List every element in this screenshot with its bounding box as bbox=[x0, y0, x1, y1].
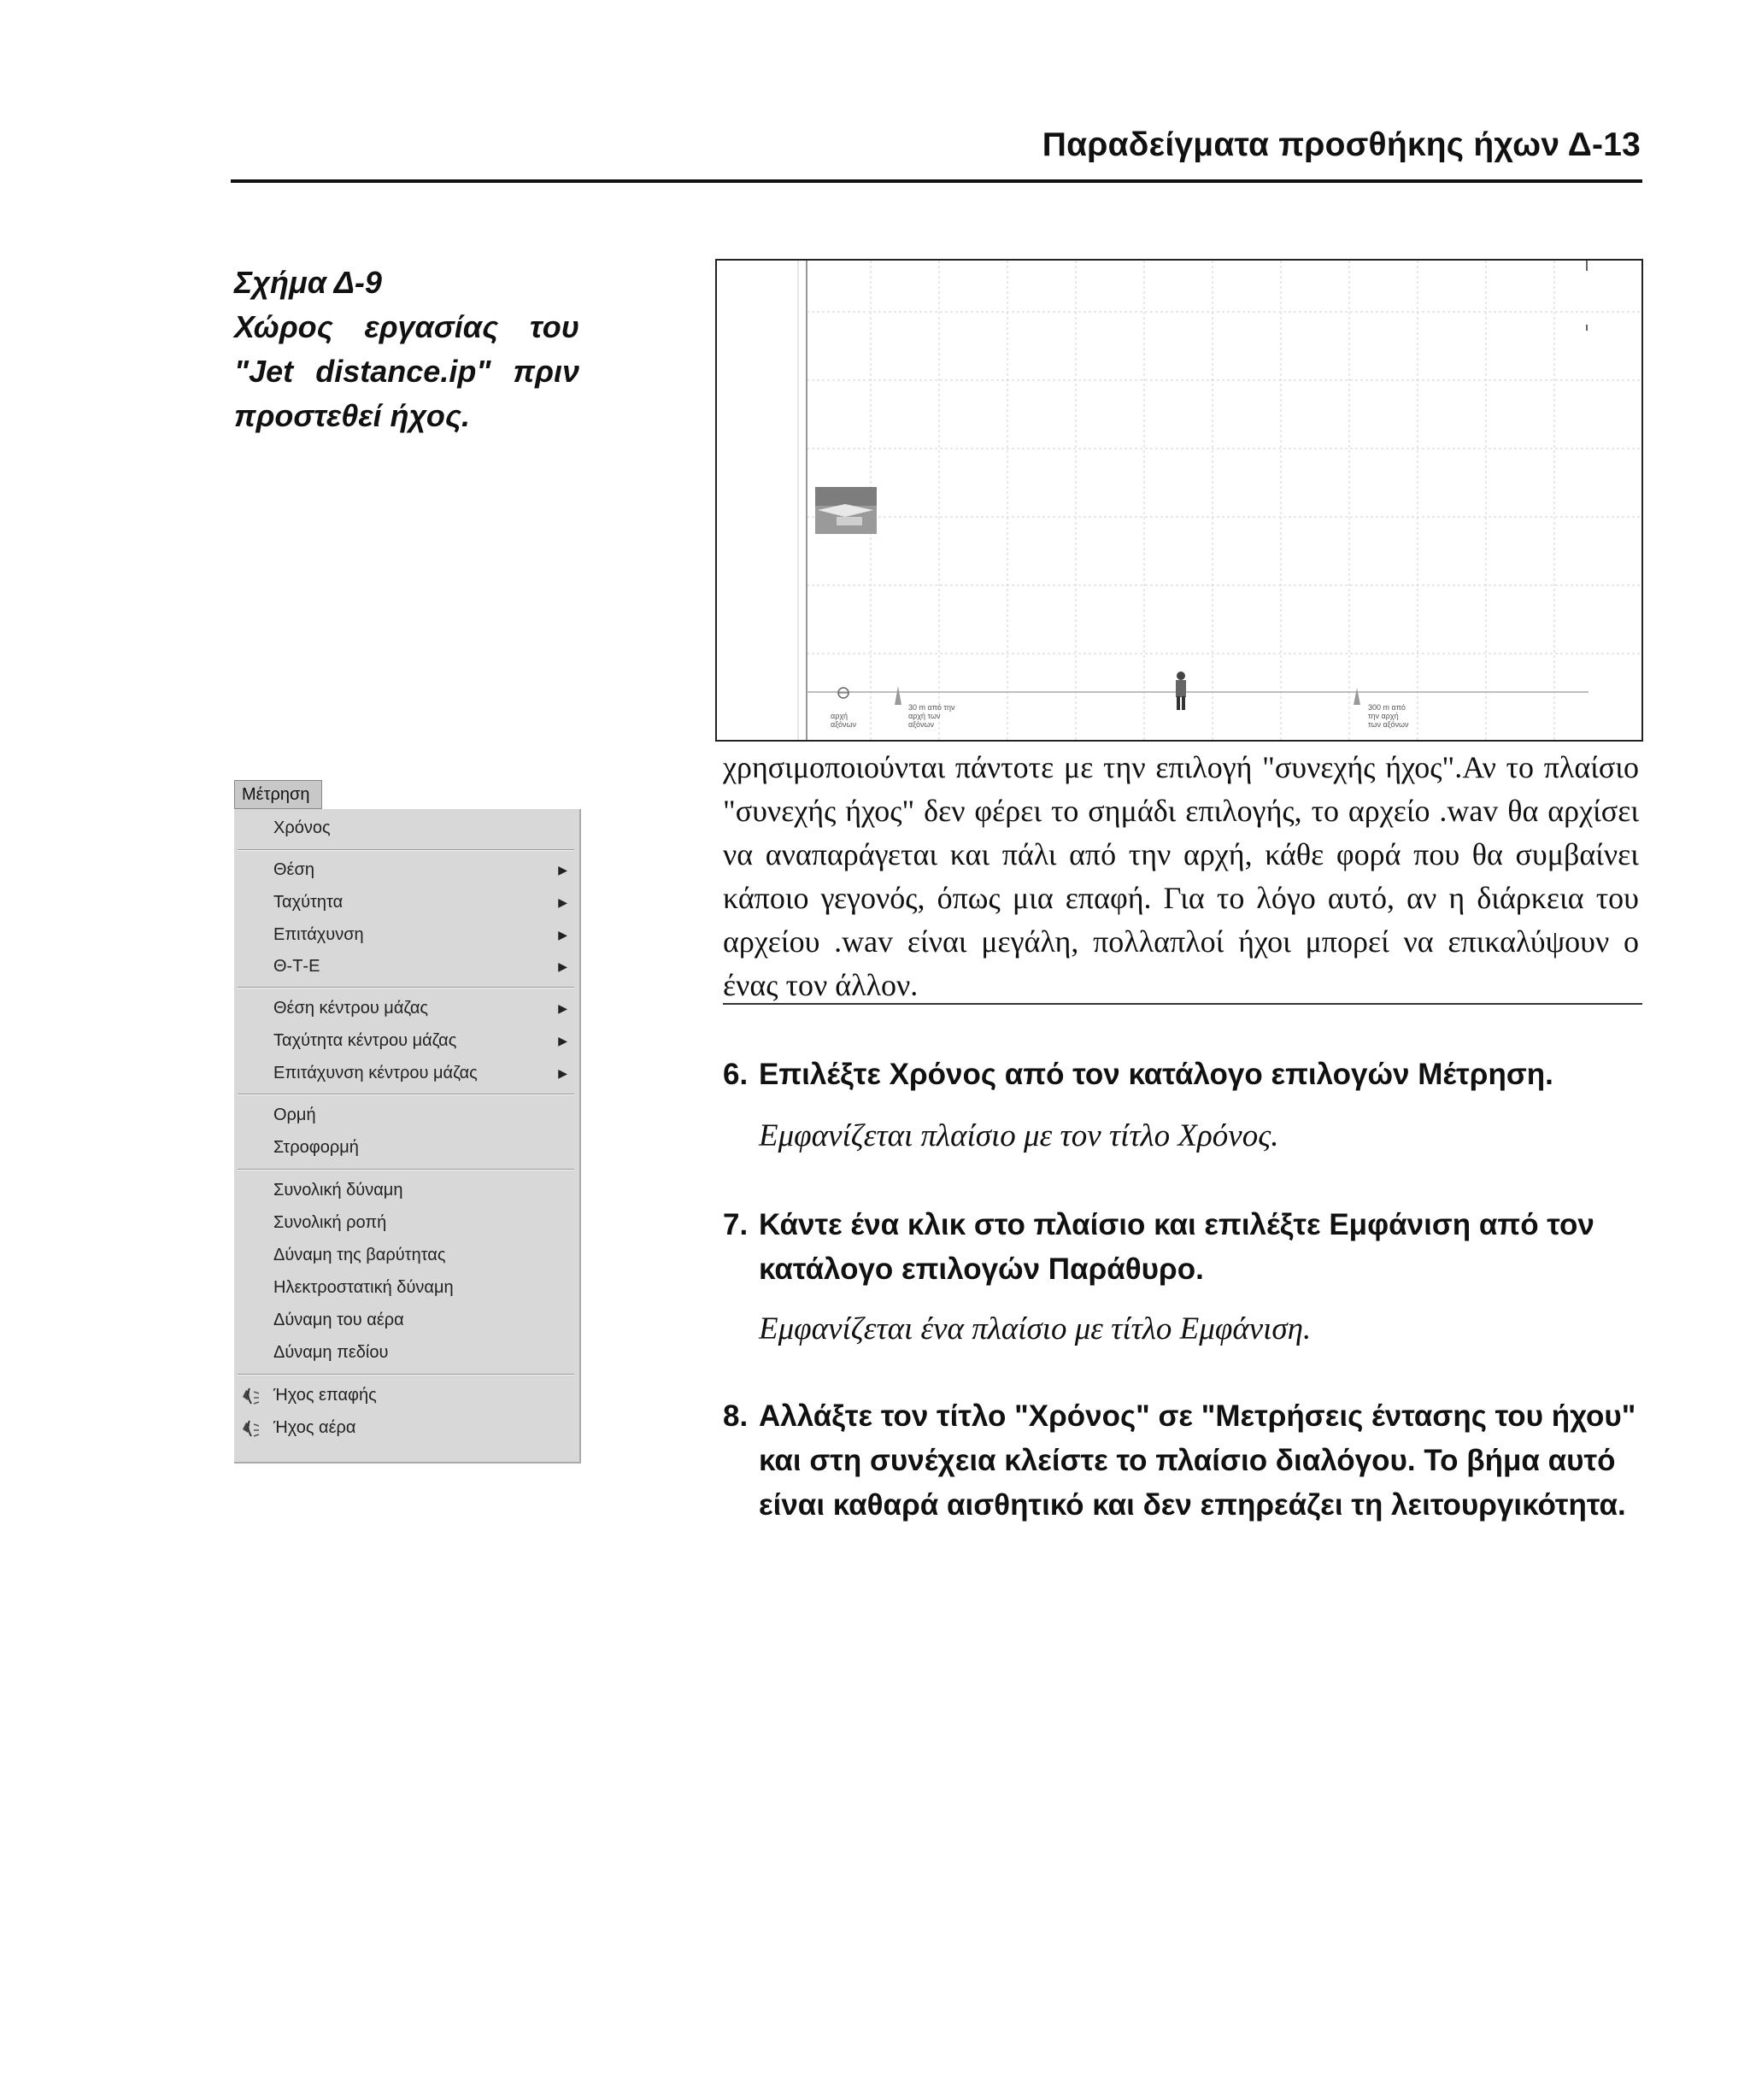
step-6 bbox=[723, 1053, 1646, 1097]
cone-icon bbox=[1354, 688, 1360, 705]
menu-item-time[interactable]: Χρόνος bbox=[273, 818, 331, 837]
submenu-arrow-icon: ▶ bbox=[558, 1001, 567, 1015]
menu-item-pva[interactable]: Θ-Τ-Ε ▶ bbox=[234, 951, 579, 982]
step-text: Κάντε ένα κλικ στο πλαίσιο και επιλέξτε Εμφάνιση από τον κατάλογο επιλογών Παράθυρο. bbox=[759, 1208, 1594, 1286]
measure-menu bbox=[234, 780, 581, 1464]
step-number: 8. bbox=[723, 1399, 749, 1433]
menu-item-field-force[interactable]: Δύναμη πεδίου bbox=[273, 1343, 389, 1362]
menu-item-center-of-mass-position[interactable]: Θέση κέντρου μάζας ▶ bbox=[234, 993, 579, 1024]
menu-title[interactable]: Μέτρηση bbox=[234, 780, 322, 809]
menu-item-gravity-force[interactable]: Δύναμη της βαρύτητας bbox=[273, 1246, 446, 1264]
submenu-arrow-icon: ▶ bbox=[558, 1034, 567, 1047]
submenu-arrow-icon: ▶ bbox=[558, 928, 567, 941]
caption-line: "Jet distance.ip" πριν bbox=[234, 354, 579, 389]
step-7-result: Εμφανίζεται ένα πλαίσιο με τίτλο Εμφάνιση. bbox=[759, 1311, 1312, 1346]
menu-item-acceleration[interactable]: Επιτάχυνση ▶ bbox=[234, 919, 579, 950]
menu-separator bbox=[238, 987, 574, 988]
submenu-arrow-icon: ▶ bbox=[558, 895, 567, 909]
step-text: Αλλάξτε τον τίτλο "Χρόνος" σε "Μετρήσεις έντασης του ήχου" και στη συνέχεια κλείστε το πλαίσιο διαλόγου. Το βήμα αυτό είναι καθαρά αισθητικό και δεν επηρεάζει τη λειτουργικότητα. bbox=[759, 1399, 1636, 1522]
menu-item-velocity[interactable]: Ταχύτητα ▶ bbox=[234, 887, 579, 918]
menu-item-electrostatic-force[interactable]: Ηλεκτροστατική δύναμη bbox=[273, 1278, 454, 1297]
step-text: Επιλέξτε Χρόνος από τον κατάλογο επιλογών Μέτρηση. bbox=[759, 1058, 1553, 1091]
workspace-figure bbox=[715, 259, 1643, 742]
jet-image bbox=[815, 487, 877, 534]
menu-item-angular-momentum[interactable]: Στροφορμή bbox=[273, 1138, 359, 1157]
submenu-arrow-icon: ▶ bbox=[558, 863, 567, 877]
menu-separator bbox=[238, 1374, 574, 1376]
sound-note-paragraph: χρησιμοποιούνται πάντοτε με την επιλογή "συνεχής ήχος".Αν το πλαίσιο "συνεχής ήχος" δεν φέρει το σημάδι επιλογής, το αρχείο .wav θα αρχίσει να αναπαράγεται και πάλι από την αρχή, κάθε φορά που θα συμβαίνει κάποιο γεγονός, όπως μια επαφή. Για το λόγο αυτό, αν η διάρκεια του αρχείου .wav είναι μεγάλη, πολλαπλοί ήχοι μπορεί να επικαλύψουν ο ένας τον άλλον. bbox=[723, 750, 1639, 1002]
origin-label: αρχή αξόνων bbox=[831, 712, 857, 729]
person-icon bbox=[1176, 672, 1186, 710]
menu-item-total-force[interactable]: Συνολική δύναμη bbox=[273, 1181, 403, 1200]
menu-item-position[interactable]: Θέση ▶ bbox=[234, 854, 579, 885]
menu-item-contact-sound[interactable]: Ήχος επαφής bbox=[234, 1380, 579, 1411]
distance-300-label: 300 m από την αρχή των αξόνων bbox=[1368, 703, 1409, 729]
distance-30-label: 30 m από την αρχή των αξόνων bbox=[908, 703, 955, 729]
menu-item-center-of-mass-velocity[interactable]: Ταχύτητα κέντρου μάζας ▶ bbox=[234, 1025, 579, 1056]
workspace-grid bbox=[717, 261, 1643, 742]
sound-icon bbox=[238, 1414, 267, 1452]
menu-item-air-sound[interactable]: Ήχος αέρα bbox=[234, 1412, 579, 1443]
menu-panel bbox=[234, 809, 581, 1464]
caption-line: Σχήμα Δ-9 bbox=[234, 265, 382, 300]
menu-separator bbox=[238, 1169, 574, 1170]
running-header: Παραδείγματα προσθήκης ήχων Δ-13 bbox=[1042, 126, 1641, 163]
step-number: 7. bbox=[723, 1208, 749, 1241]
header-rule bbox=[231, 179, 1642, 183]
step-8 bbox=[723, 1394, 1646, 1528]
note-rule bbox=[723, 1003, 1642, 1005]
menu-item-momentum[interactable]: Ορμή bbox=[273, 1106, 316, 1124]
step-number: 6. bbox=[723, 1058, 749, 1091]
menu-item-total-torque[interactable]: Συνολική ροπή bbox=[273, 1213, 387, 1232]
menu-item-air-force[interactable]: Δύναμη του αέρα bbox=[273, 1311, 404, 1329]
step-7 bbox=[723, 1203, 1646, 1292]
menu-item-center-of-mass-acceleration[interactable]: Επιτάχυνση κέντρου μάζας ▶ bbox=[234, 1058, 579, 1088]
step-6-result: Εμφανίζεται πλαίσιο με τον τίτλο Χρόνος. bbox=[759, 1118, 1279, 1153]
cone-icon bbox=[895, 686, 901, 705]
figure-caption bbox=[234, 261, 579, 438]
caption-line: Χώρος εργασίας του bbox=[234, 309, 579, 344]
menu-separator bbox=[238, 1094, 574, 1095]
menu-separator bbox=[238, 849, 574, 851]
caption-line: προστεθεί ήχος. bbox=[234, 398, 470, 433]
submenu-arrow-icon: ▶ bbox=[558, 1066, 567, 1080]
submenu-arrow-icon: ▶ bbox=[558, 959, 567, 973]
